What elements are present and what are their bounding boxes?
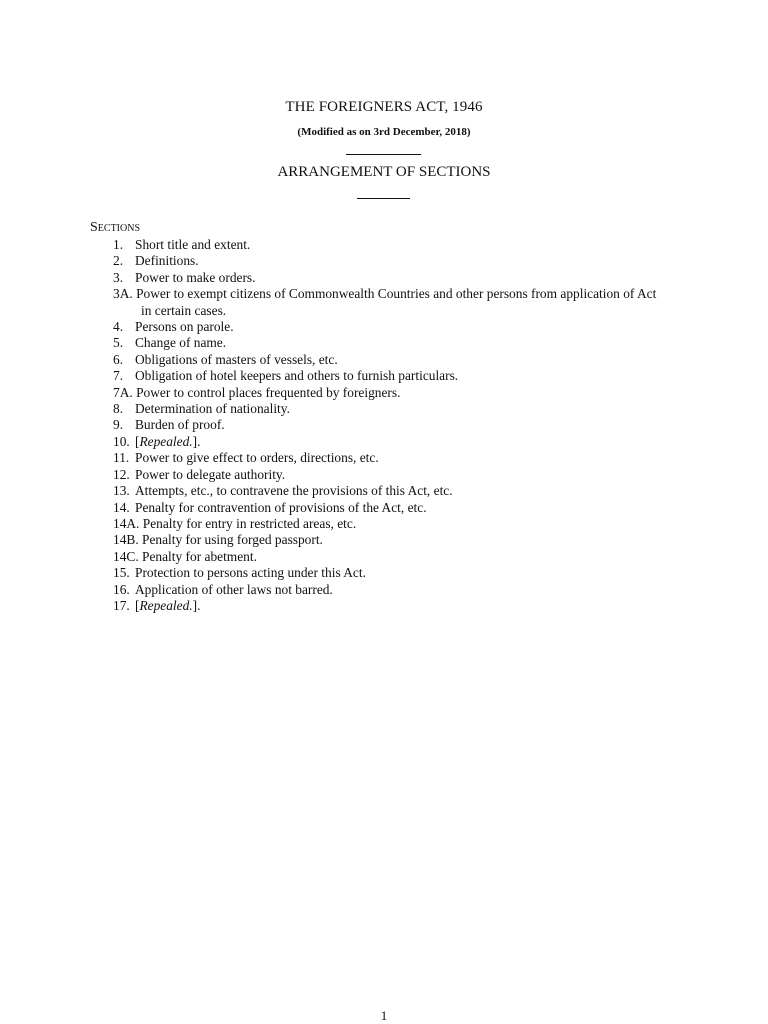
section-item — [113, 516, 713, 532]
section-item — [113, 582, 713, 598]
document-subtitle: (Modified as on 3rd December, 2018) — [297, 126, 471, 138]
sections-label: Sections — [90, 220, 141, 235]
section-number: 5. — [113, 335, 124, 351]
section-title: Penalty for abetment. — [142, 548, 257, 564]
section-title: Power to control places frequented by foreigners. — [136, 384, 401, 400]
page-number: 1 — [380, 1008, 388, 1023]
arrangement-heading: ARRANGEMENT OF SECTIONS — [277, 164, 491, 180]
section-title: Change of name. — [135, 335, 227, 351]
section-number: 14B. — [113, 532, 143, 548]
section-item — [113, 549, 713, 565]
section-item — [113, 253, 713, 269]
section-title: Attempts, etc., to contravene the provisions of this Act, etc. — [135, 483, 453, 499]
section-item — [113, 598, 713, 614]
section-title: Penalty for using forged passport. — [142, 532, 323, 548]
section-title: Power to delegate authority. — [135, 466, 286, 482]
section-title: Power to give effect to orders, directions, etc. — [135, 450, 379, 466]
section-item — [113, 352, 713, 368]
section-item — [113, 319, 713, 335]
section-item — [113, 532, 713, 548]
section-number: 17. — [113, 597, 130, 613]
section-item — [113, 270, 713, 286]
section-title-suffix: ]. — [192, 597, 201, 613]
document-title: THE FOREIGNERS ACT, 1946 — [285, 99, 483, 115]
section-number: 9. — [113, 417, 124, 433]
section-title — [135, 598, 200, 613]
section-title: Power to exempt citizens of Commonwealth Countries and other persons from application of Act — [136, 286, 657, 302]
section-number: 3. — [113, 269, 124, 285]
section-title: Determination of nationality. — [135, 401, 290, 417]
section-title: Application of other laws not barred. — [135, 581, 333, 597]
section-number: 10. — [113, 433, 130, 449]
section-number: 16. — [113, 581, 130, 597]
section-item — [113, 565, 713, 581]
section-title-italic: Repealed. — [139, 433, 193, 449]
section-number: 7A. — [113, 384, 137, 400]
section-number: 7. — [113, 368, 124, 384]
sections-list — [113, 237, 713, 614]
section-item — [113, 237, 713, 253]
section-item — [113, 483, 713, 499]
section-title-suffix: ]. — [192, 433, 201, 449]
section-number: 14C. — [113, 548, 143, 564]
title-divider — [346, 154, 421, 155]
section-number: 6. — [113, 351, 124, 367]
section-number: 14A. — [113, 515, 143, 531]
section-title: Persons on parole. — [135, 319, 234, 335]
section-item — [113, 385, 713, 401]
section-title-italic: Repealed. — [139, 597, 193, 613]
section-title: Penalty for contravention of provisions of the Act, etc. — [135, 499, 427, 515]
section-title: Obligations of masters of vessels, etc. — [135, 351, 338, 367]
section-item — [113, 434, 713, 450]
section-item — [113, 500, 713, 516]
section-item — [113, 417, 713, 433]
section-number: 15. — [113, 565, 130, 581]
section-title: Short title and extent. — [135, 237, 251, 252]
section-number: 1. — [113, 237, 124, 252]
heading-divider — [357, 198, 410, 199]
section-item — [113, 401, 713, 417]
section-number: 11. — [113, 450, 130, 466]
section-number: 12. — [113, 466, 130, 482]
section-title: Penalty for entry in restricted areas, etc. — [142, 515, 357, 531]
section-title-prefix: [ — [135, 433, 140, 449]
section-number: 13. — [113, 483, 130, 499]
section-number: 4. — [113, 319, 124, 335]
section-item — [113, 335, 713, 351]
section-item — [113, 450, 713, 466]
section-number: 14. — [113, 499, 130, 515]
section-number: 3A. — [113, 286, 137, 302]
section-title: Obligation of hotel keepers and others to furnish particulars. — [135, 368, 459, 384]
section-item — [113, 286, 713, 319]
section-number: 8. — [113, 401, 124, 417]
section-title-continuation: in certain cases. — [141, 302, 227, 318]
section-title — [135, 434, 200, 449]
section-title-prefix: [ — [135, 597, 140, 613]
section-title: Definitions. — [135, 253, 199, 269]
section-title: Protection to persons acting under this Act. — [135, 565, 366, 581]
section-title: Power to make orders. — [135, 269, 256, 285]
section-number: 2. — [113, 253, 124, 269]
section-item — [113, 467, 713, 483]
section-item — [113, 368, 713, 384]
section-title: Burden of proof. — [135, 417, 225, 433]
